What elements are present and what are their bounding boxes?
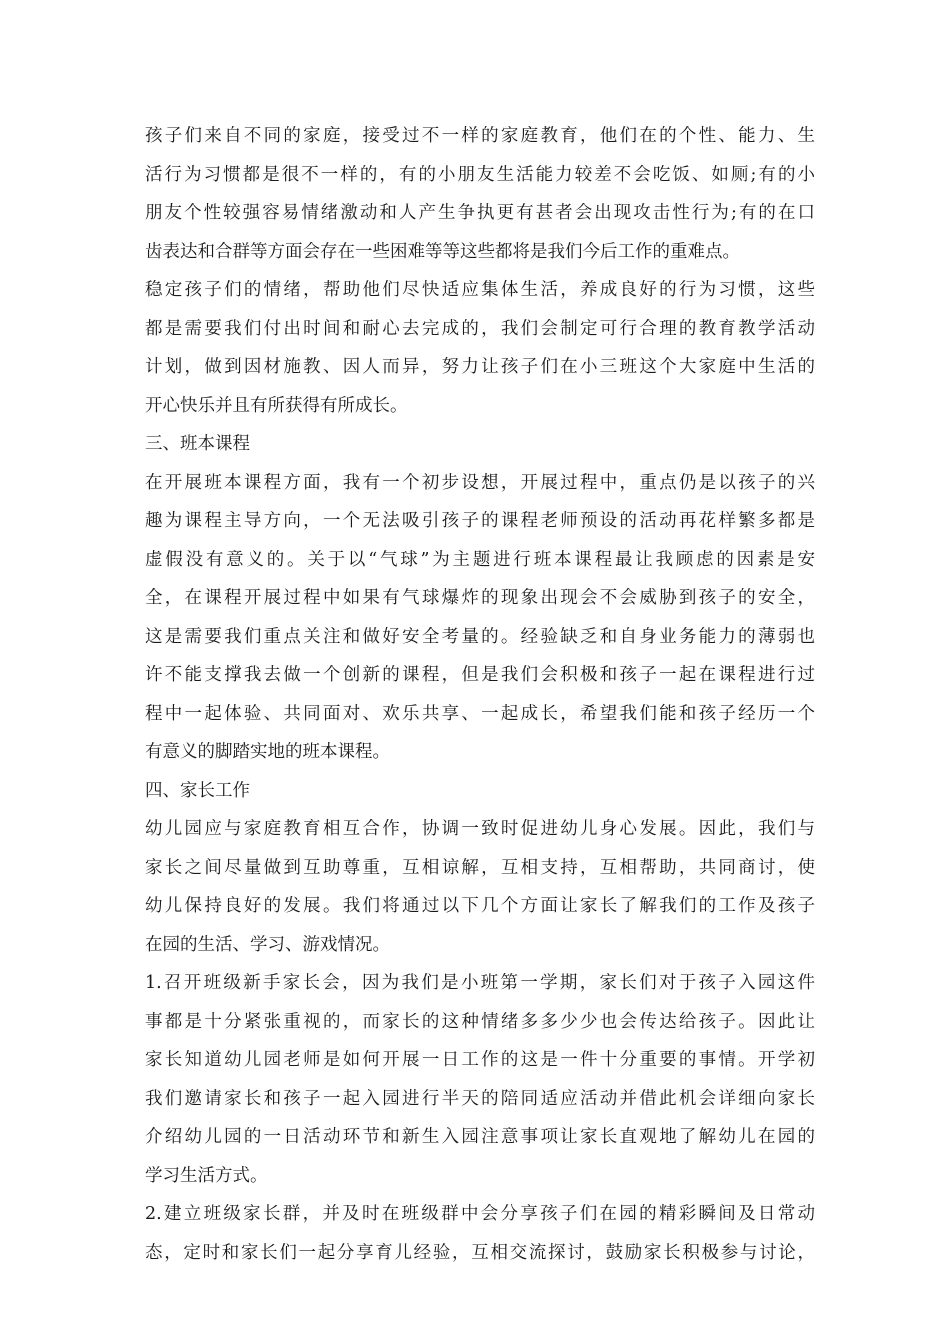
text-line: 许不能支撑我去做一个创新的课程，但是我们会积极和孩子一起在课程进行过 [145,665,815,685]
text-line: 全，在课程开展过程中如果有气球爆炸的现象出现会不会威胁到孩子的安全， [145,588,815,608]
text-line: 程中一起体验、共同面对、欢乐共享、一起成长，希望我们能和孩子经历一个 [145,703,815,724]
text-line: 孩子们来自不同的家庭，接受过不一样的家庭教育，他们在的个性、能力、生 [145,126,815,146]
text-line: 介绍幼儿园的一日活动环节和新生入园注意事项让家长直观地了解幼儿在园的 [145,1127,815,1147]
text-line: 这是需要我们重点关注和做好安全考量的。经验缺乏和自身业务能力的薄弱也 [145,626,815,647]
text-line: 1.召开班级新手家长会，因为我们是小班第一学期，家长们对于孩子入园这件 [145,973,815,993]
text-line: 都是需要我们付出时间和耐心去完成的，我们会制定可行合理的教育教学活动 [145,318,815,339]
text-line: 在开展班本课程方面，我有一个初步设想，开展过程中，重点仍是以孩子的兴 [145,472,815,493]
text-line: 活行为习惯都是很不一样的，有的小朋友生活能力较差不会吃饭、如厕;有的小 [145,164,815,185]
text-line: 事都是十分紧张重视的，而家长的这种情绪多多少少也会传达给孩子。因此让 [145,1011,815,1032]
text-line: 有意义的脚踏实地的班本课程。 [145,742,390,762]
text-line: 幼儿保持良好的发展。我们将通过以下几个方面让家长了解我们的工作及孩子 [145,896,815,916]
text-line: 态，定时和家长们一起分享育儿经验，互相交流探讨，鼓励家长积极参与讨论， [145,1242,815,1263]
text-line: 家长之间尽量做到互助尊重，互相谅解，互相支持，互相帮助，共同商讨，使 [145,857,815,878]
text-line: 计划，做到因材施教、因人而异，努力让孩子们在小三班这个大家庭中生活的 [145,357,815,377]
text-line: 学习生活方式。 [145,1165,268,1186]
text-line: 家长知道幼儿园老师是如何开展一日工作的这是一件十分重要的事情。开学初 [145,1050,815,1070]
text-line: 2.建立班级家长群，并及时在班级群中会分享孩子们在园的精彩瞬间及日常动 [145,1204,815,1224]
text-line: 趣为课程主导方向，一个无法吸引孩子的课程老师预设的活动再花样繁多都是 [145,511,815,531]
document-body [145,117,815,1272]
text-line: 虚假没有意义的。关于以“气球”为主题进行班本课程最让我顾虑的因素是安 [145,549,815,570]
text-line: 齿表达和合群等方面会存在一些困难等等这些都将是我们今后工作的重难点。 [145,241,740,262]
text-line: 三、班本课程 [145,434,250,454]
text-line: 四、家长工作 [145,780,250,801]
text-line: 幼儿园应与家庭教育相互合作，协调一致时促进幼儿身心发展。因此，我们与 [145,819,815,839]
text-line: 我们邀请家长和孩子一起入园进行半天的陪同适应活动并借此机会详细向家长 [145,1088,815,1109]
text-line: 在园的生活、学习、游戏情况。 [145,934,390,955]
text-line: 稳定孩子们的情绪，帮助他们尽快适应集体生活，养成良好的行为习惯，这些 [145,280,815,300]
text-line: 开心快乐并且有所获得有所成长。 [145,395,408,416]
text-line: 朋友个性较强容易情绪激动和人产生争执更有甚者会出现攻击性行为;有的在口 [145,203,815,223]
